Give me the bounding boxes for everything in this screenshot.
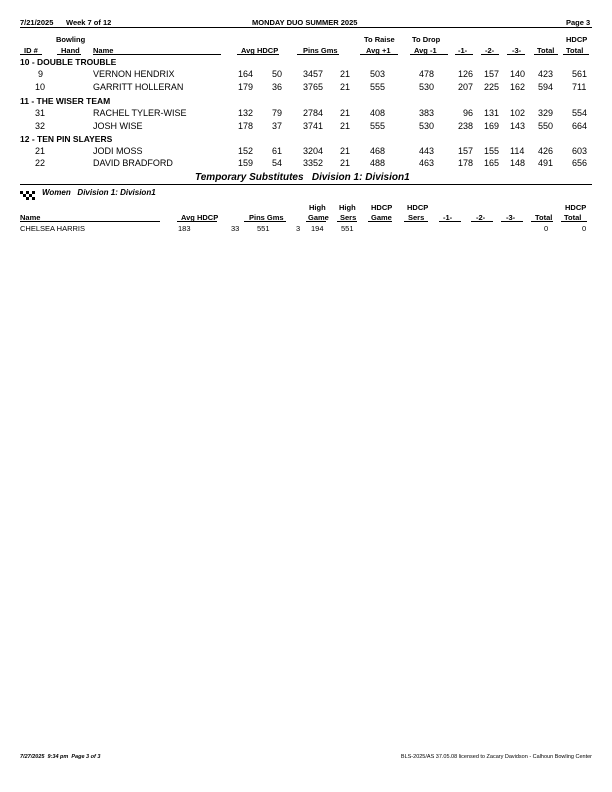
bowler-name: JODI MOSS [93, 146, 143, 156]
bowler-drop: 463 [419, 158, 435, 168]
col-g3: -3- [506, 213, 516, 222]
col-hg-top: High [309, 203, 326, 212]
bowler-g1: 157 [458, 146, 474, 156]
bowler-name: RACHEL TYLER-WISE [93, 108, 187, 118]
subs-title: Temporary Substitutes Division 1: Division1 [195, 172, 410, 183]
sub-total: 0 [544, 224, 549, 233]
bowler-raise: 555 [370, 82, 386, 92]
bowler-raise: 503 [370, 69, 386, 79]
bowler-hdcp: 61 [272, 146, 283, 156]
col-drop: Avg -1 [414, 46, 437, 55]
bowler-gms: 21 [340, 158, 351, 168]
bowler-raise: 488 [370, 158, 386, 168]
bowler-drop: 530 [419, 121, 435, 131]
col-g3: -3- [512, 46, 522, 55]
bowler-name: DAVID BRADFORD [93, 158, 173, 168]
bowler-pins: 3352 [303, 158, 324, 168]
col-hand-top: Bowling [56, 35, 86, 44]
col-hdcp-total: Total [566, 46, 584, 55]
bowler-id: 22 [35, 158, 46, 168]
col-id: ID # [24, 46, 38, 55]
bowler-g3: 102 [510, 108, 526, 118]
col-avg-hdcp: Avg HDCP [181, 213, 219, 222]
bowler-g3: 162 [510, 82, 526, 92]
bowler-g2: 157 [484, 69, 500, 79]
col-raise-top: To Raise [364, 35, 395, 44]
bowler-g3: 140 [510, 69, 526, 79]
sub-avg: 183 [178, 224, 191, 233]
subs-rule [20, 184, 592, 185]
bowler-raise: 468 [370, 146, 386, 156]
col-hdcp-total: Total [564, 213, 582, 222]
bowler-pins: 3765 [303, 82, 324, 92]
bowler-pins: 2784 [303, 108, 324, 118]
report-date: 7/21/2025 [20, 18, 54, 27]
col-total: Total [537, 46, 555, 55]
bowler-id: 32 [35, 121, 46, 131]
bowler-gms: 21 [340, 121, 351, 131]
bowler-pins: 3457 [303, 69, 324, 79]
bowler-g3: 143 [510, 121, 526, 131]
footer-print-info: 7/27/2025 9:34 pm Page 3 of 3 [20, 754, 101, 760]
bowler-hdcp-total: 603 [572, 146, 588, 156]
sub-name: CHELSEA HARRIS [20, 224, 86, 233]
col-raise: Avg +1 [366, 46, 391, 55]
col-hg: Game [308, 213, 329, 222]
bowler-g2: 131 [484, 108, 500, 118]
bowler-hdcp: 37 [272, 121, 283, 131]
sub-gms: 3 [296, 224, 301, 233]
page-number: Page 3 [566, 18, 591, 27]
col-name: Name [93, 46, 114, 55]
bowler-hdcp-total: 711 [572, 82, 587, 92]
sub-hdcp-total: 0 [582, 224, 587, 233]
col-drop-top: To Drop [412, 35, 441, 44]
bowler-hdcp: 54 [272, 158, 283, 168]
col-pins-gms: Pins Gms [249, 213, 284, 222]
bowler-hdcp-total: 664 [572, 121, 588, 131]
bowler-total: 491 [538, 158, 554, 168]
bowler-g1: 238 [458, 121, 474, 131]
col-hdcp-total-top: HDCP [565, 203, 587, 212]
bowler-gms: 21 [340, 146, 351, 156]
bowler-g2: 165 [484, 158, 500, 168]
bowler-avg: 178 [238, 121, 254, 131]
col-hdcpg-top: HDCP [371, 203, 393, 212]
bowler-g3: 148 [510, 158, 526, 168]
sub-pins: 551 [257, 224, 270, 233]
col-hdcps: Sers [408, 213, 425, 222]
bowler-hdcp: 50 [272, 69, 283, 79]
bowler-pins: 3204 [303, 146, 324, 156]
bowler-id: 9 [38, 69, 44, 79]
col-name: Name [20, 213, 41, 222]
bowler-total: 594 [538, 82, 554, 92]
bowler-hdcp-total: 561 [572, 69, 588, 79]
col-g2: -2- [485, 46, 495, 55]
bowler-drop: 478 [419, 69, 435, 79]
bowler-name: JOSH WISE [93, 121, 143, 131]
sub-high-game: 194 [311, 224, 324, 233]
col-hdcps-top: HDCP [407, 203, 429, 212]
checkered-flag-icon [20, 188, 36, 206]
bowler-g2: 169 [484, 121, 500, 131]
col-avg-hdcp: Avg HDCP [241, 46, 279, 55]
team-title: 12 - TEN PIN SLAYERS [20, 134, 113, 144]
col-pins-gms: Pins Gms [303, 46, 338, 55]
col-g1: -1- [443, 213, 453, 222]
bowler-id: 21 [35, 146, 46, 156]
bowler-id: 10 [35, 82, 46, 92]
col-hs-top: High [339, 203, 356, 212]
bowler-gms: 21 [340, 108, 351, 118]
bowler-drop: 530 [419, 82, 435, 92]
subs-group-title: Women Division 1: Division1 [42, 188, 156, 197]
team-title: 10 - DOUBLE TROUBLE [20, 57, 117, 67]
col-g2: -2- [476, 213, 486, 222]
bowler-name: GARRITT HOLLERAN [93, 82, 184, 92]
bowler-drop: 383 [419, 108, 435, 118]
bowler-gms: 21 [340, 82, 351, 92]
bowler-g1: 207 [458, 82, 474, 92]
bowler-hdcp: 79 [272, 108, 283, 118]
col-hand: Hand [61, 46, 80, 55]
league-title: MONDAY DUO SUMMER 2025 [252, 18, 358, 27]
bowler-total: 423 [538, 69, 554, 79]
bowler-g2: 155 [484, 146, 500, 156]
bowler-hdcp: 36 [272, 82, 283, 92]
sub-high-series: 551 [341, 224, 354, 233]
bowler-avg: 159 [238, 158, 254, 168]
week-label: Week 7 of 12 [66, 18, 112, 27]
bowler-raise: 555 [370, 121, 386, 131]
bowler-avg: 152 [238, 146, 254, 156]
header-rule [20, 27, 592, 28]
sub-hdcp: 33 [231, 224, 240, 233]
bowler-avg: 132 [238, 108, 254, 118]
bowler-g3: 114 [510, 146, 525, 156]
bowler-total: 550 [538, 121, 554, 131]
col-hdcp-total-top: HDCP [566, 35, 588, 44]
col-total: Total [535, 213, 553, 222]
bowler-pins: 3741 [303, 121, 324, 131]
bowler-gms: 21 [340, 69, 351, 79]
col-g1: -1- [458, 46, 468, 55]
bowler-g1: 126 [458, 69, 474, 79]
bowler-name: VERNON HENDRIX [93, 69, 175, 79]
bowler-raise: 408 [370, 108, 386, 118]
bowler-avg: 179 [238, 82, 254, 92]
bowler-id: 31 [35, 108, 46, 118]
bowler-total: 329 [538, 108, 554, 118]
bowler-g2: 225 [484, 82, 500, 92]
bowler-g1: 178 [458, 158, 474, 168]
bowler-hdcp-total: 656 [572, 158, 588, 168]
bowler-total: 426 [538, 146, 554, 156]
footer-license: BLS-2025/AS 37.05.08 licensed to Zacary Davidson - Calhoun Bowling Center [400, 754, 592, 760]
bowler-hdcp-total: 554 [572, 108, 588, 118]
col-hs: Sers [340, 213, 357, 222]
col-hdcpg: Game [371, 213, 392, 222]
bowler-drop: 443 [419, 146, 435, 156]
bowler-avg: 164 [238, 69, 254, 79]
team-title: 11 - THE WISER TEAM [20, 96, 111, 106]
bowler-g1: 96 [463, 108, 474, 118]
